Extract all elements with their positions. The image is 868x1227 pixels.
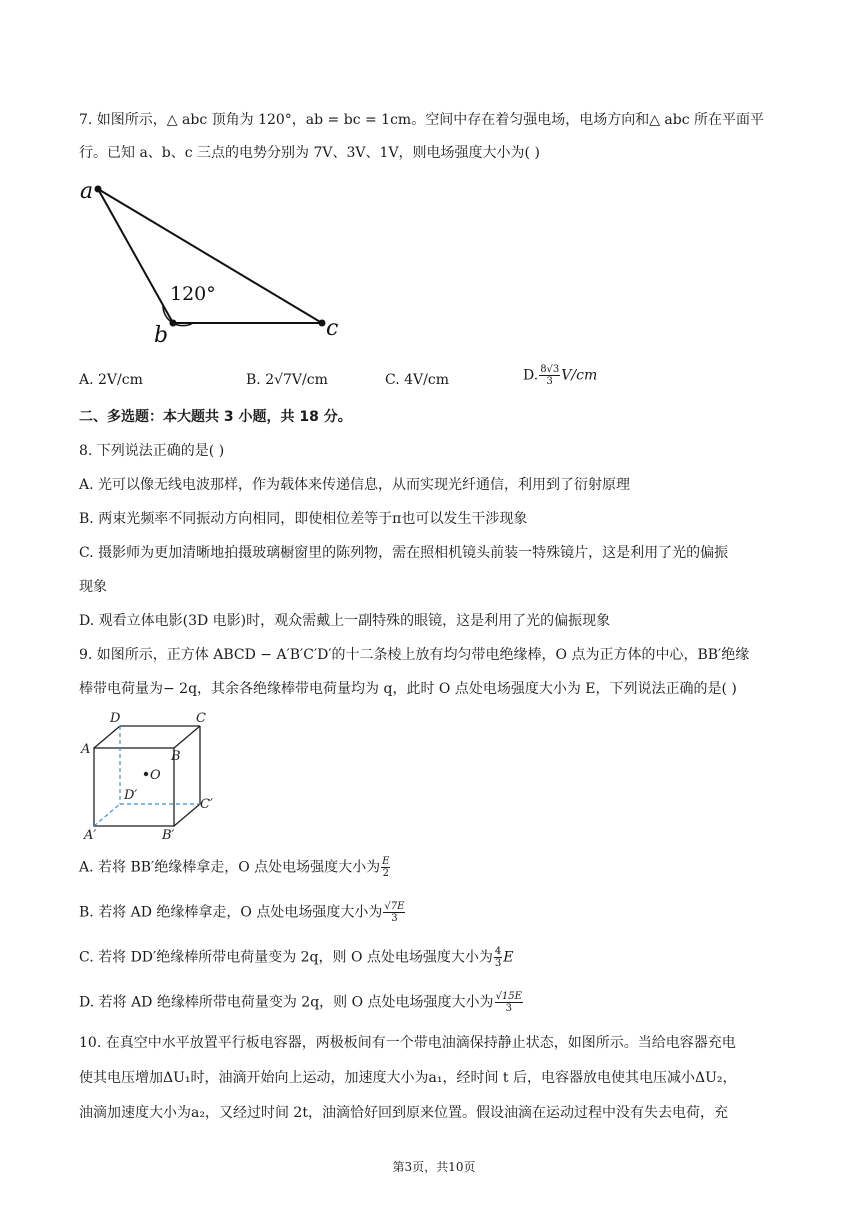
cube-front-face [94,748,174,826]
label-b: b [154,323,169,348]
q7-option-d-fraction [539,364,560,387]
q7-option-d [523,364,597,387]
q9-c-denominator: 3 [494,958,502,969]
q9-option-d [79,991,524,1014]
q9-option-c-fraction [494,946,502,969]
cube-label-c1: C′ [200,797,213,812]
cube-edge-ad [94,726,120,748]
q7-stem-line2: 行。已知 a、b、c 三点的电势分别为 7V、3V、1V，则电场强度大小为( ) [79,145,540,161]
q7-stem-line1: 7. 如图所示，△ abc 顶角为 120°，ab = bc = 1cm。空间中存在着匀强电场，电场方向和△ abc 所在平面平 [79,112,765,128]
q9-c-numerator: 4 [494,946,502,957]
q9-option-a-fraction [381,856,390,879]
q7-option-b: B. 2√7V/cm [246,372,328,388]
q7-option-d-unit: V/cm [561,367,598,384]
label-a: a [80,179,94,204]
cube-label-o: O [150,768,161,783]
cube-label-c: C [196,711,206,726]
q9-d-numerator: √15E [495,991,522,1002]
q8-option-b: B. 两束光频率不同振动方向相同，即使相位差等于π也可以发生干涉现象 [79,511,528,527]
q9-stem-line2: 棒带电荷量为− 2q，其余各绝缘棒带电荷量均为 q，此时 O 点处电场强度大小为 E，下列说法正确的是( ) [79,681,737,697]
q7-option-d-prefix: D. [523,367,539,384]
cube-label-b: B [171,749,181,764]
q7-option-a: A. 2V/cm [79,372,143,388]
section-heading: 二、多选题：本大题共 3 小题，共 18 分。 [79,409,352,425]
q9-option-a [79,856,391,879]
q9-option-c-text: C. 若将 DD′绝缘棒所带电荷量变为 2q，则 O 点处电场强度大小为 [79,949,493,966]
q9-option-b-text: B. 若将 AD 绝缘棒拿走，O 点处电场强度大小为 [79,904,383,921]
q9-option-c [79,946,514,969]
q9-stem-line1: 9. 如图所示，正方体 ABCD − A′B′C′D′的十二条棱上放有均匀带电绝缘棒，O 点为正方体的中心，BB′绝缘 [79,647,750,663]
q7-d-numerator: 8√3 [540,364,560,375]
cube-edge-b1c1 [174,804,200,826]
q9-option-a-text: A. 若将 BB′绝缘棒拿走，O 点处电场强度大小为 [79,859,381,876]
q9-option-b-fraction [383,901,405,924]
cube-label-d1: D′ [124,788,138,803]
point-c [319,320,326,327]
q9-option-b [79,901,406,924]
cube-label-b1: B′ [162,828,175,843]
q9-cube-figure [78,708,228,848]
q9-b-numerator: √7E [384,901,405,912]
q8-option-c-line1: C. 摄影师为更加清晰地拍摄玻璃橱窗里的陈列物，需在照相机镜头前装一特殊镜片，这是利用了光的偏振 [79,545,729,561]
cube-hidden-a1d1 [94,804,120,826]
edge-ab [98,189,173,323]
q9-a-denominator: 2 [382,868,389,879]
q10-stem-line3: 油滴加速度大小为a₂，又经过时间 2t，油滴恰好回到原来位置。假设油滴在运动过程中没有失去电荷，充 [79,1105,728,1121]
q8-stem: 8. 下列说法正确的是( ) [79,443,225,459]
point-b [170,320,177,327]
cube-label-a: A [81,742,91,757]
angle-label: 120° [170,283,216,305]
q9-a-numerator: E [382,856,390,867]
q7-triangle-figure [70,172,350,352]
q9-b-denominator: 3 [391,913,398,924]
q8-option-a: A. 光可以像无线电波那样，作为载体来传递信息，从而实现光纤通信，利用到了衍射原理 [79,477,631,493]
q10-stem-line1: 10. 在真空中水平放置平行板电容器，两极板间有一个带电油滴保持静止状态，如图所示。当给电容器充电 [79,1035,736,1051]
q7-option-c: C. 4V/cm [385,372,449,388]
q9-d-denominator: 3 [505,1003,512,1014]
page-footer: 第3页，共10页 [392,1160,476,1174]
label-c: c [326,316,339,341]
q10-stem-line2: 使其电压增加ΔU₁时，油滴开始向上运动，加速度大小为a₁，经时间 t 后，电容器放电使其电压减小ΔU₂， [79,1070,737,1086]
cube-label-d: D [110,711,121,726]
q9-option-c-suffix: E [503,949,514,966]
point-a [95,186,102,193]
q7-d-denominator: 3 [546,376,553,387]
q8-option-c-line2: 现象 [79,579,107,595]
cube-label-a1: A′ [84,828,97,843]
q9-option-d-text: D. 若将 AD 绝缘棒所带电荷量变为 2q，则 O 点处电场强度大小为 [79,994,494,1011]
cube-edge-bc [174,726,200,748]
q8-option-d: D. 观看立体电影(3D 电影)时，观众需戴上一副特殊的眼镜，这是利用了光的偏振现象 [79,613,611,629]
cube-center-point [144,772,148,776]
q9-option-d-fraction [495,991,523,1014]
